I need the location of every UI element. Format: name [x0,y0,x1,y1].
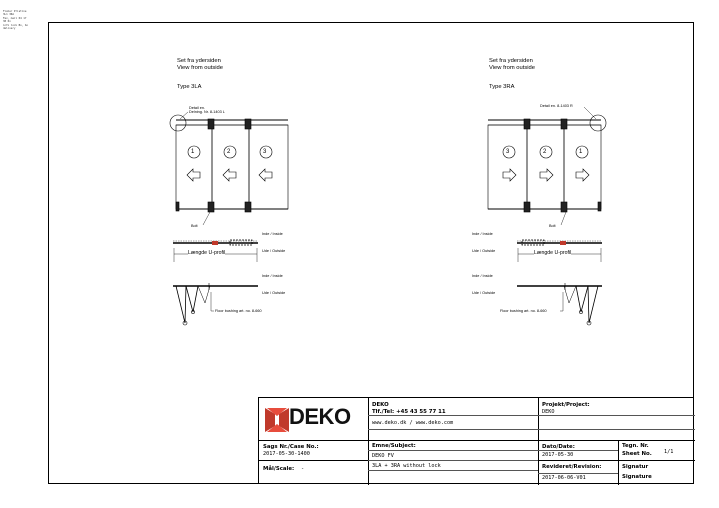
left-floor-bushing-label: Floor bushing art. no. 8-660 [215,309,262,313]
left-inside-label: Inde / Inside [262,232,283,236]
right-panel-number: 1 [579,149,583,155]
deko-logo [265,404,361,433]
date-value: 2017-05-30 [542,452,574,458]
left-inside-label-2: Inde / Inside [262,274,283,278]
right-outside-label-2: Ude / Outside [472,291,496,295]
drawing-no-label: Tegn. Nr. [622,443,649,449]
sheet-no-value: 1/1 [664,449,674,455]
company-web: www.deko.dk / www.deko.com [372,420,454,426]
left-view-title-da: Set fra ydersiden [177,58,221,64]
left-type-label: Type 3LA [177,84,202,90]
project-value: DEKO [542,409,555,415]
company-name: DEKO [372,402,389,408]
signature-label: Signatur [622,464,649,470]
right-view-title-da: Set fra ydersiden [489,58,533,64]
revision-label: Revideret/Revision: [542,464,602,470]
right-panel-number: 2 [543,149,547,155]
side-note-line: Fisher Pristine 3L1 3RA [3,10,27,17]
arrow-left-icon [223,169,236,181]
project-label: Projekt/Project: [542,402,590,408]
left-detail-ref: Delning. Nr. 8-1403 L [189,110,225,114]
scale-value: - [301,466,305,472]
right-panel-number: 3 [506,149,510,155]
case-value: 2017-05-30-1400 [263,451,310,457]
right-u-profile-label: Længde U-profil [534,250,572,256]
left-floor-plan [173,283,258,325]
right-inside-label: Inde / Inside [472,232,493,236]
left-door-elevation [170,112,288,225]
logo-text: DEKO [289,404,351,429]
right-type-label: Type 3RA [489,84,515,90]
right-door-elevation [488,107,606,225]
right-outside-label: Ude / Outside [472,249,496,253]
left-detail-label: Detail en. [189,106,206,110]
title-block [258,397,694,484]
right-bolt-label: Bolt [549,224,556,228]
subject-value-1: DEKO FV [372,453,394,459]
side-note-line: Fax, mail 04 17 38 0x [3,16,27,24]
case-label: Sags Nr./Case No.: [263,444,319,450]
left-u-profile-label: Længde U-profil [188,250,226,256]
signature-label-en: Signature [622,474,652,480]
right-floor-bushing-label: Floor bushing art. no. 8-660 [500,309,547,313]
left-outside-label: Ude / Outside [262,249,286,253]
subject-value-2: 3LA + 3RA without lock [372,463,441,469]
side-note-line: info lock Bo, bo delivery [3,23,28,31]
left-view-title-en: View from outside [177,65,223,71]
left-panel-number: 1 [191,149,195,155]
right-view-title-en: View from outside [489,65,535,71]
sheet-no-label: Sheet No. [622,451,652,457]
arrow-left-icon [259,169,272,181]
date-label: Dato/Date: [542,444,575,450]
scale-label: Mål/Scale: [263,466,295,472]
arrow-right-icon [576,169,589,181]
right-floor-plan [517,283,602,325]
arrow-right-icon [503,169,516,181]
arrow-left-icon [187,169,200,181]
right-detail-label: Detail en. 8-1403 R [540,104,573,108]
subject-label: Emne/Subject: [372,443,416,449]
arrow-right-icon [540,169,553,181]
left-panel-number: 3 [263,149,267,155]
left-panel-number: 2 [227,149,231,155]
left-bolt-label: Bolt [191,224,198,228]
left-outside-label-2: Ude / Outside [262,291,286,295]
right-inside-label-2: Inde / Inside [472,274,493,278]
deko-logo-icon [265,408,289,432]
revision-value: 2017-06-06-V01 [542,475,586,481]
company-phone: Tlf./Tel: +45 43 55 77 11 [372,409,446,415]
